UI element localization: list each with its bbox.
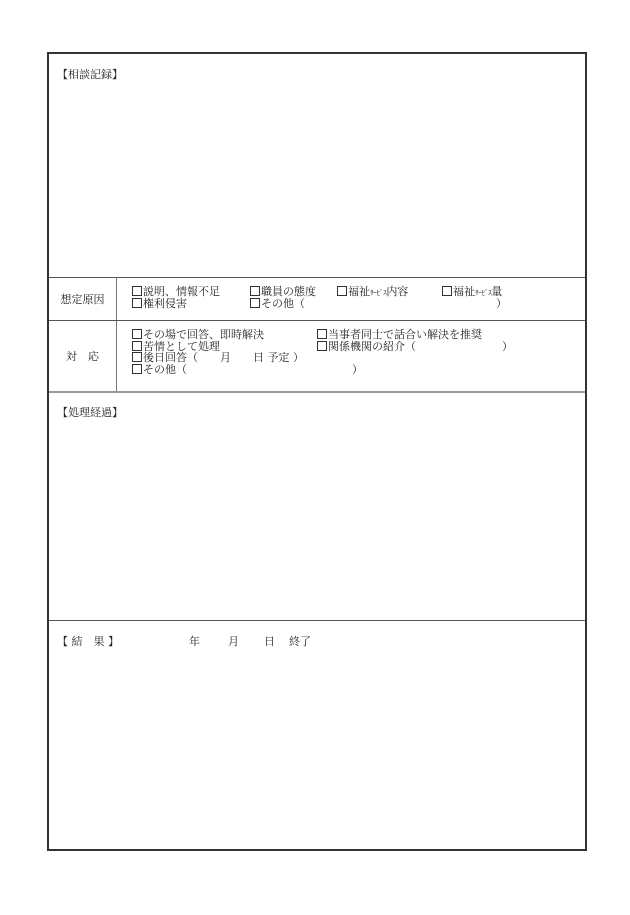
result-month-label: 月 — [228, 635, 239, 648]
checkbox-icon — [337, 286, 347, 296]
checkbox-icon — [132, 341, 142, 351]
close-paren: ） — [502, 339, 513, 353]
assumed-cause-label: 想定原因 — [60, 293, 105, 306]
checkbox-icon — [132, 286, 142, 296]
checkbox-staff-attitude[interactable]: 職員の態度 — [250, 286, 316, 298]
assumed-cause-options — [132, 286, 572, 309]
checkbox-mutual-discussion[interactable]: 当事者同士で話合い解決を推奨 — [317, 329, 482, 341]
checkbox-icon — [250, 286, 260, 296]
result-title: 【 結 果 】 — [57, 635, 119, 648]
checkbox-service-amount[interactable]: 福祉ｻｰﾋﾞｽ量 — [442, 286, 502, 300]
close-paren: ） — [496, 296, 507, 310]
checkbox-info-shortage[interactable]: 説明、情報不足 — [132, 286, 220, 298]
checkbox-icon — [442, 286, 452, 296]
result-area[interactable] — [49, 621, 585, 849]
checkbox-icon — [132, 352, 142, 362]
checkbox-complaint-handling[interactable]: 苦情として処理 — [132, 341, 220, 353]
checkbox-icon — [132, 329, 142, 339]
column-divider — [116, 277, 117, 392]
checkbox-service-content[interactable]: 福祉ｻｰﾋﾞｽ内容 — [337, 286, 408, 300]
divider — [49, 277, 585, 278]
consultation-record-title: 【相談記録】 — [57, 68, 123, 81]
checkbox-cause-other[interactable]: その他（ — [250, 298, 305, 310]
close-paren: ） — [352, 362, 363, 376]
divider — [49, 320, 585, 321]
checkbox-agency-referral[interactable]: 関係機関の紹介（ — [317, 341, 416, 353]
result-year-label: 年 — [189, 635, 200, 648]
result-day-label: 日 — [264, 635, 275, 648]
checkbox-rights-violation[interactable]: 権利侵害 — [132, 298, 187, 310]
checkbox-icon — [317, 341, 327, 351]
response-label: 対 応 — [66, 350, 99, 363]
result-end-label: 終了 — [289, 635, 311, 648]
checkbox-icon — [132, 298, 142, 308]
checkbox-later-answer[interactable]: 後日回答（ 月 日 予定 ） — [132, 352, 304, 364]
consultation-record-area[interactable] — [49, 54, 585, 277]
checkbox-immediate-resolution[interactable]: その場で回答、即時解決 — [132, 329, 264, 341]
checkbox-icon — [250, 298, 260, 308]
process-history-title: 【処理経過】 — [57, 406, 123, 419]
checkbox-icon — [317, 329, 327, 339]
checkbox-icon — [132, 364, 142, 374]
checkbox-response-other[interactable]: その他（ — [132, 364, 187, 376]
process-history-area[interactable] — [49, 393, 585, 620]
response-options — [132, 329, 572, 375]
consultation-form — [47, 52, 587, 851]
